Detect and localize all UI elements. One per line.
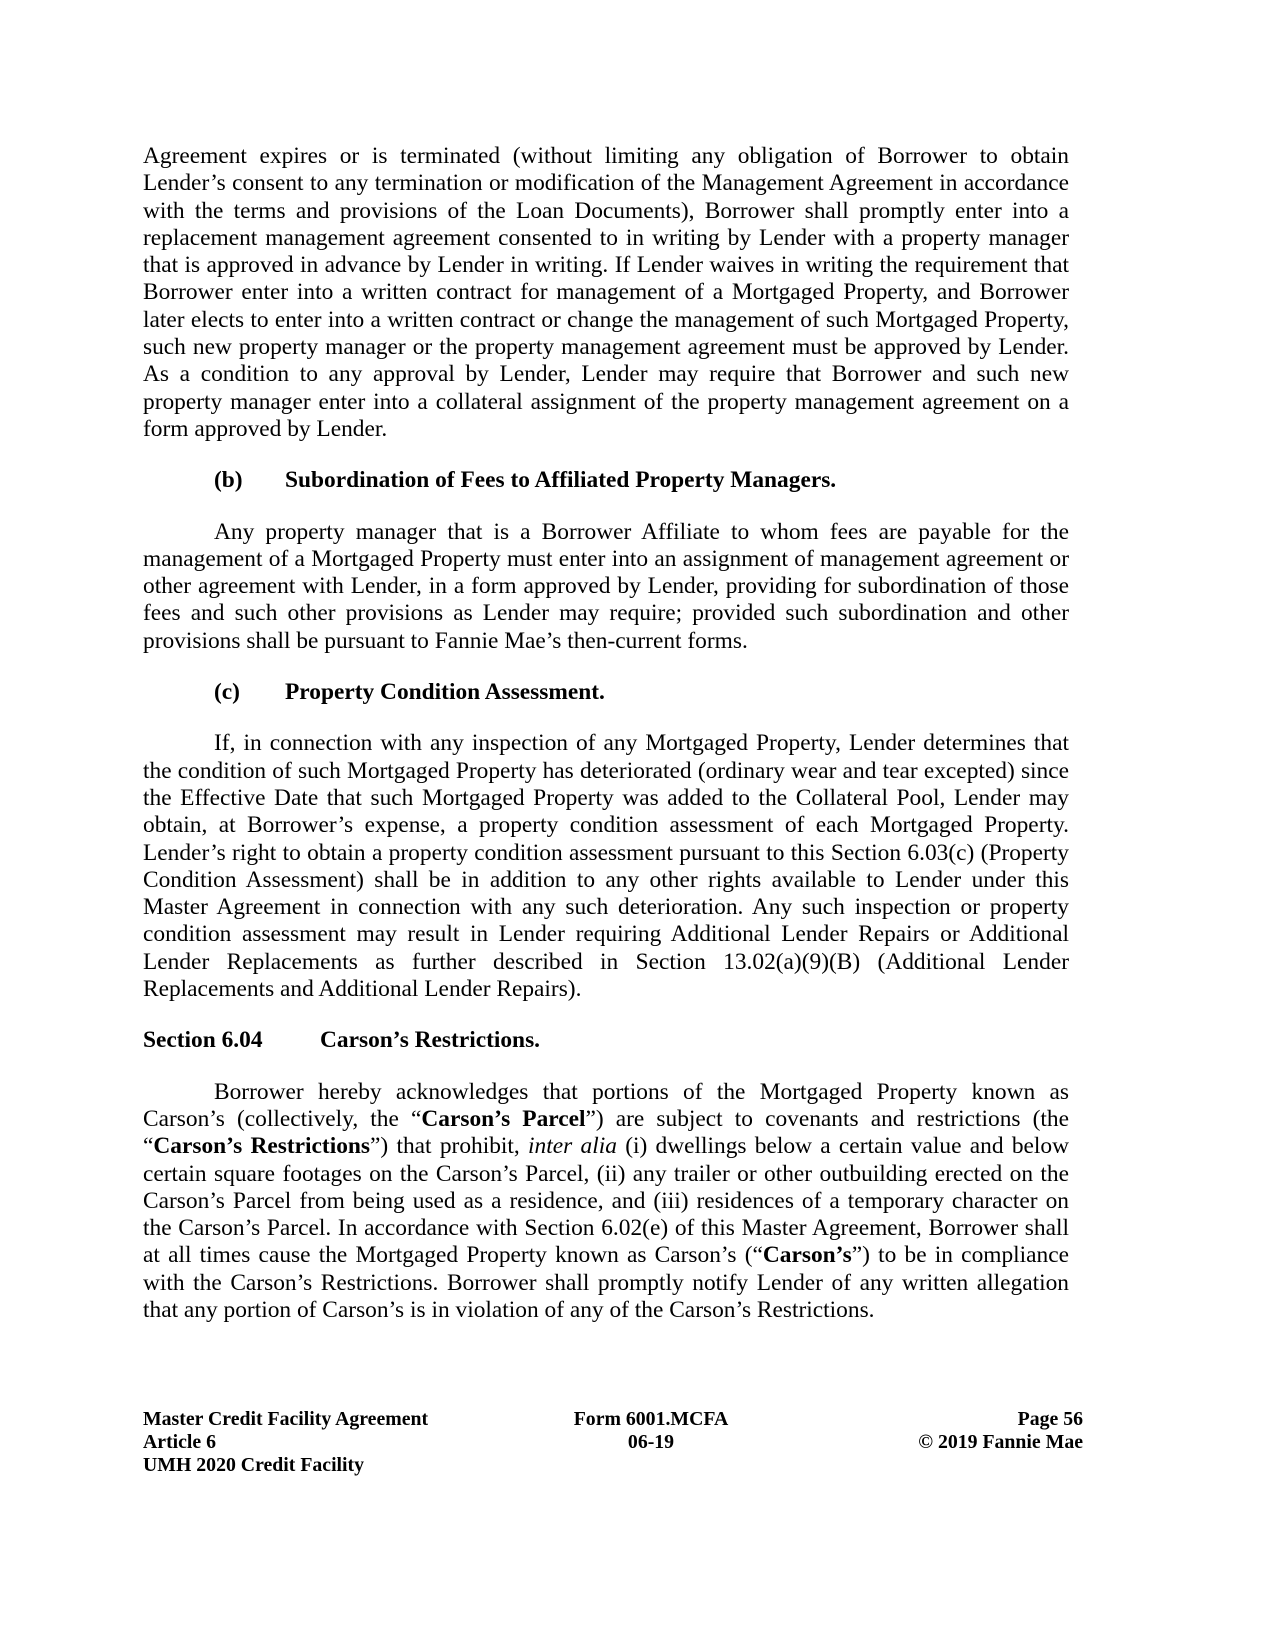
text-line: If, in connection with any inspection of any Mortgaged Property, Lender determines that xyxy=(214,730,1069,757)
footer-form-date: 06-19 xyxy=(627,1431,675,1453)
text-line: the Carson’s Parcel. In accordance with Section 6.02(e) of this Master Agreement, Borrower shall xyxy=(143,1215,1069,1242)
text-line: Borrower enter into a written contract for management of a Mortgaged Property, and Borrower xyxy=(143,279,1069,306)
paragraph-carsons-restrictions xyxy=(143,1079,1069,1325)
text-line: Lender Replacements as further described in Section 13.02(a)(9)(B) (Additional Lender xyxy=(143,948,1069,975)
defined-term-carsons-parcel: Carson’s Parcel xyxy=(421,1105,586,1132)
subsection-title: Property Condition Assessment. xyxy=(285,679,605,706)
text-line: other agreement with Lender, in a form approved by Lender, providing for subordination of those xyxy=(143,573,1069,600)
text-run: at all times cause the Mortgaged Property known as Carson’s (“ xyxy=(143,1242,763,1269)
text-line xyxy=(143,1133,1069,1160)
text-run: ”) to be in compliance xyxy=(851,1242,1069,1269)
text-run: (i) dwellings below a certain value and below xyxy=(616,1133,1070,1160)
text-line: management of a Mortgaged Property must enter into an assignment of management agreement or xyxy=(143,545,1069,572)
text-line: Carson’s Parcel from being used as a residence, and (iii) residences of a temporary character on xyxy=(143,1187,1069,1214)
text-line: form approved by Lender. xyxy=(143,415,388,442)
text-line: certain square footages on the Carson’s Parcel, (ii) any trailer or other outbuilding erected on the xyxy=(143,1160,1069,1187)
text-line: Borrower hereby acknowledges that portions of the Mortgaged Property known as xyxy=(214,1078,1069,1105)
paragraph-subordination-of-fees xyxy=(143,519,1069,655)
text-line: that is approved in advance by Lender in writing. If Lender waives in writing the requirement that xyxy=(143,252,1069,279)
footer-facility-name: UMH 2020 Credit Facility xyxy=(143,1454,365,1476)
text-line: property manager enter into a collateral assignment of the property management agreement on a xyxy=(143,388,1069,415)
paragraph-property-condition-assessment xyxy=(143,730,1069,1003)
page-footer xyxy=(143,1408,1083,1477)
text-run: ”) are subject to covenants and restrictions (the xyxy=(585,1105,1069,1132)
text-line: such new property manager or the property management agreement must be approved by Lender. xyxy=(143,334,1069,361)
text-line: with the Carson’s Restrictions. Borrower shall promptly notify Lender of any written allegation xyxy=(143,1269,1069,1296)
footer-left xyxy=(143,1408,428,1477)
text-line: the condition of such Mortgaged Property has deteriorated (ordinary wear and tear excepted) since xyxy=(143,757,1069,784)
subsection-label: (b) xyxy=(214,467,243,494)
text-line: Lender’s consent to any termination or modification of the Management Agreement in accordance xyxy=(143,170,1069,197)
text-line: fees and such other provisions as Lender may require; provided such subordination and other xyxy=(143,600,1069,627)
text-line: Any property manager that is a Borrower Affiliate to whom fees are payable for the xyxy=(214,518,1069,545)
page-body xyxy=(143,143,1069,1324)
footer-copyright: © 2019 Fannie Mae xyxy=(918,1431,1083,1453)
section-number: Section 6.04 xyxy=(143,1027,263,1054)
text-line: Agreement expires or is terminated (without limiting any obligation of Borrower to obtain xyxy=(143,143,1069,169)
subsection-heading-c xyxy=(143,679,1069,706)
text-run: “ xyxy=(143,1133,154,1160)
section-title: Carson’s Restrictions. xyxy=(320,1027,541,1054)
text-line: that any portion of Carson’s is in violation of any of the Carson’s Restrictions. xyxy=(143,1296,875,1323)
subsection-title: Subordination of Fees to Affiliated Property Managers. xyxy=(285,467,837,494)
text-line: condition assessment may result in Lender requiring Additional Lender Repairs or Additional xyxy=(143,921,1069,948)
paragraph-management-agreement xyxy=(143,143,1069,443)
text-line: Lender’s right to obtain a property condition assessment pursuant to this Section 6.03(c) (Property xyxy=(143,839,1069,866)
text-line: Replacements and Additional Lender Repairs). xyxy=(143,976,582,1003)
text-run: Carson’s (collectively, the “ xyxy=(143,1105,422,1132)
text-line: provisions shall be pursuant to Fannie Mae’s then-current forms. xyxy=(143,627,748,654)
text-line xyxy=(143,1106,1069,1133)
section-heading-6-04 xyxy=(143,1027,1069,1054)
text-line: Master Agreement in connection with any such deterioration. Any such inspection or property xyxy=(143,894,1069,921)
text-line: Condition Assessment) shall be in addition to any other rights available to Lender under this xyxy=(143,866,1069,893)
subsection-label: (c) xyxy=(214,679,240,706)
footer-form-number: Form 6001.MCFA xyxy=(573,1408,729,1430)
text-line xyxy=(143,1242,1069,1269)
footer-center xyxy=(551,1408,751,1454)
text-line: with the terms and provisions of the Loan Documents), Borrower shall promptly enter into a xyxy=(143,197,1069,224)
subsection-heading-b xyxy=(143,467,1069,494)
text-line: replacement management agreement consented to in writing by Lender with a property manager xyxy=(143,224,1069,251)
page-number: Page 56 xyxy=(1017,1408,1083,1430)
footer-right xyxy=(918,1408,1083,1454)
text-line: the Effective Date that such Mortgaged Property was added to the Collateral Pool, Lender may xyxy=(143,784,1069,811)
text-line: obtain, at Borrower’s expense, a property condition assessment of each Mortgaged Property. xyxy=(143,812,1069,839)
footer-article: Article 6 xyxy=(143,1431,217,1453)
text-line: later elects to enter into a written contract or change the management of such Mortgaged Property, xyxy=(143,306,1069,333)
text-line: As a condition to any approval by Lender, Lender may require that Borrower and such new xyxy=(143,361,1069,388)
text-run: ”) that prohibit, xyxy=(370,1133,529,1160)
defined-term-carsons-restrictions: Carson’s Restrictions xyxy=(153,1133,371,1160)
footer-document-title: Master Credit Facility Agreement xyxy=(143,1408,429,1430)
latin-phrase: inter alia xyxy=(528,1133,617,1160)
defined-term-carsons: Carson’s xyxy=(762,1242,852,1269)
